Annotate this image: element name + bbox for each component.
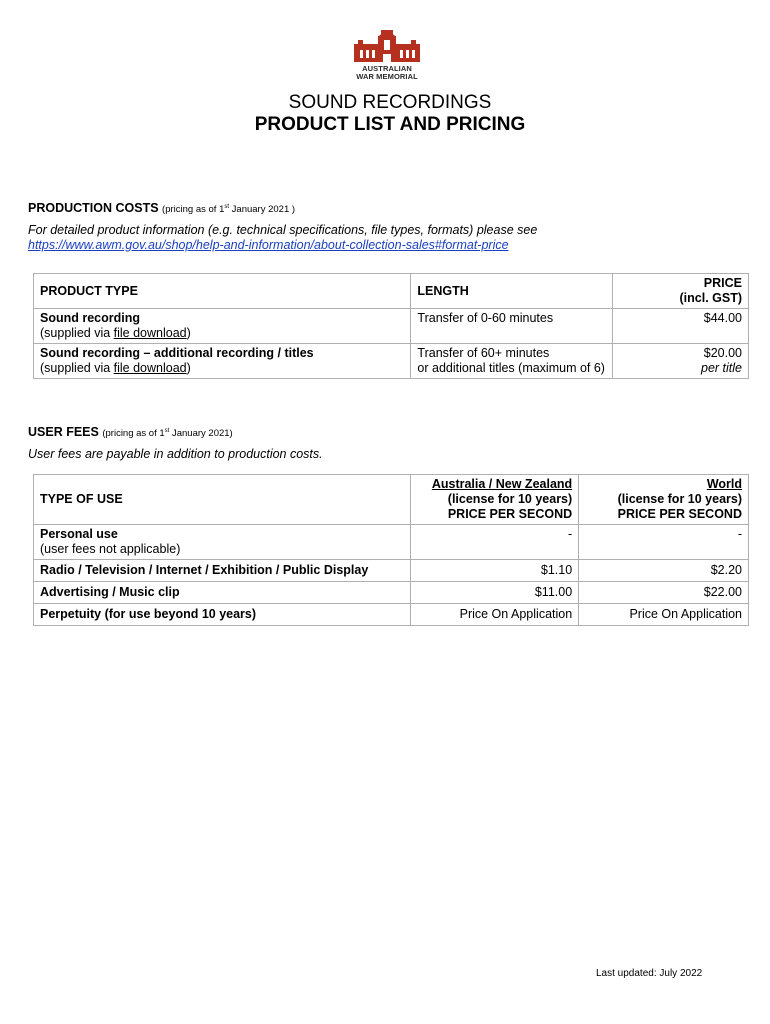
- length-cell: Transfer of 0-60 minutes: [411, 309, 613, 344]
- col-australia-nz: Australia / New Zealand (license for 10 years) PRICE PER SECOND: [411, 475, 579, 525]
- table-row: [34, 560, 749, 582]
- logo-text-line2: WAR MEMORIAL: [356, 72, 418, 81]
- production-costs-note: (pricing as of 1st January 2021 ): [162, 204, 296, 216]
- table-row: [34, 344, 749, 379]
- file-download-link[interactable]: file download: [113, 361, 187, 375]
- logo-text-line1: AUSTRALIAN: [362, 64, 412, 73]
- col-product-type: PRODUCT TYPE: [34, 274, 411, 309]
- world-price-cell: -: [579, 525, 749, 560]
- user-fees-table: [33, 474, 749, 626]
- use-cell: Personal use (user fees not applicable): [34, 525, 411, 560]
- anz-price-cell: -: [411, 525, 579, 560]
- col-type-of-use: TYPE OF USE: [34, 475, 411, 525]
- world-price-cell: $22.00: [579, 582, 749, 604]
- memorial-building-icon: [348, 28, 426, 66]
- anz-price-cell: $11.00: [411, 582, 579, 604]
- production-table-header: [34, 274, 749, 309]
- table-row: [34, 604, 749, 626]
- col-price: PRICE (incl. GST): [613, 274, 749, 309]
- product-cell: [34, 309, 411, 344]
- user-fees-info: User fees are payable in addition to production costs.: [28, 447, 323, 461]
- anz-price-cell: $1.10: [411, 560, 579, 582]
- production-costs-table: [33, 273, 749, 379]
- production-costs-heading: [28, 199, 295, 218]
- product-delivery: (supplied via file download): [40, 326, 191, 340]
- production-info-text: For detailed product information (e.g. technical specifications, file types, formats) please see: [28, 223, 538, 237]
- price-cell: $20.00 per title: [613, 344, 749, 379]
- user-fees-table-header: [34, 475, 749, 525]
- price-cell: $44.00: [613, 309, 749, 344]
- world-price-cell: Price On Application: [579, 604, 749, 626]
- user-fees-note: (pricing as of 1st January 2021): [102, 428, 233, 440]
- table-row: [34, 309, 749, 344]
- anz-price-cell: Price On Application: [411, 604, 579, 626]
- user-fees-title: USER FEES: [28, 425, 99, 440]
- file-download-link[interactable]: file download: [113, 326, 187, 340]
- use-cell: Advertising / Music clip: [34, 582, 411, 604]
- table-row: [34, 582, 749, 604]
- use-cell: Perpetuity (for use beyond 10 years): [34, 604, 411, 626]
- col-world: World (license for 10 years) PRICE PER SECOND: [579, 475, 749, 525]
- product-name: Sound recording: [40, 311, 140, 325]
- user-fees-heading: [28, 423, 233, 442]
- table-row: [34, 525, 749, 560]
- world-price-cell: $2.20: [579, 560, 749, 582]
- page-title: SOUND RECORDINGS: [288, 92, 492, 113]
- page-subtitle: PRODUCT LIST AND PRICING: [254, 114, 526, 135]
- col-length: LENGTH: [411, 274, 613, 309]
- product-delivery: (supplied via file download): [40, 361, 191, 375]
- production-costs-title: PRODUCTION COSTS: [28, 201, 159, 216]
- production-info: [28, 223, 537, 253]
- format-price-link[interactable]: https://www.awm.gov.au/shop/help-and-information/about-collection-sales#format-price: [28, 238, 509, 252]
- use-cell: Radio / Television / Internet / Exhibition / Public Display: [34, 560, 411, 582]
- product-name: Sound recording – additional recording / titles: [40, 346, 314, 360]
- awm-logo: [348, 28, 426, 84]
- last-updated: Last updated: July 2022: [596, 968, 703, 979]
- length-cell: Transfer of 60+ minutes or additional titles (maximum of 6): [411, 344, 613, 379]
- product-cell: [34, 344, 411, 379]
